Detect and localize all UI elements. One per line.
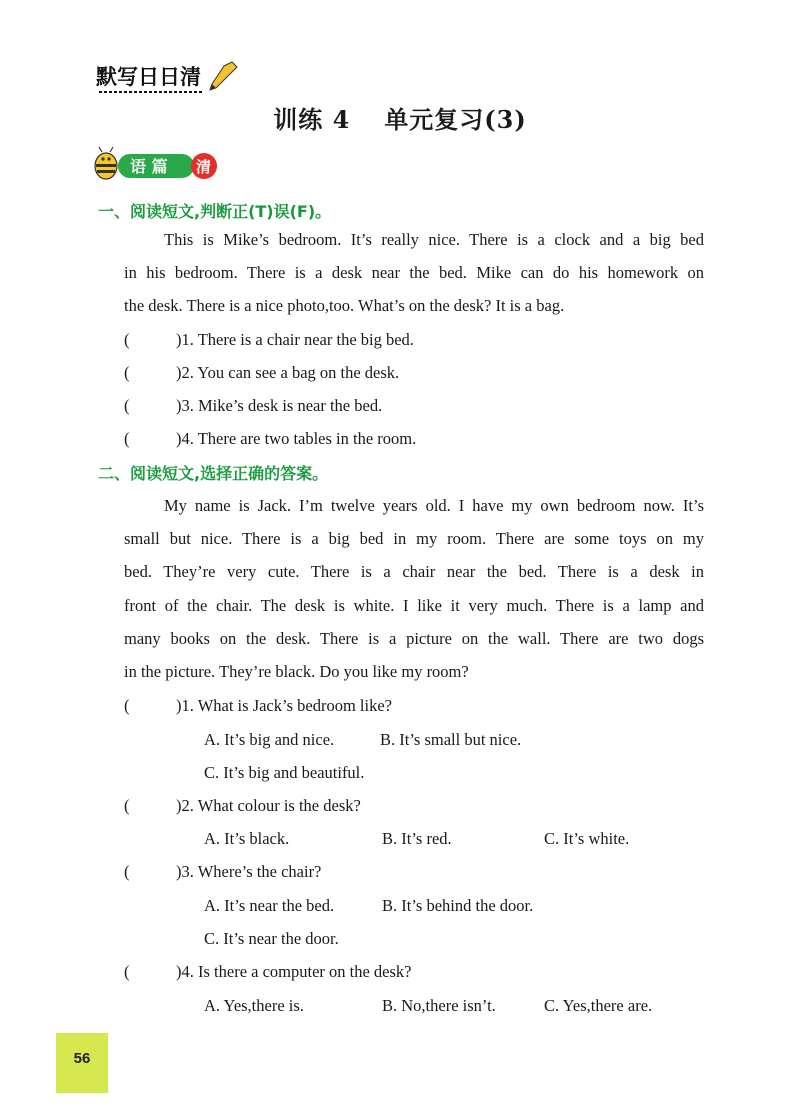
answer-blank[interactable]: ( — [124, 429, 130, 448]
logo-text: 默写日日清 — [96, 65, 201, 89]
section1-question-2: ( )2. You can see a bag on the desk. — [124, 363, 400, 382]
pen-icon — [210, 62, 237, 90]
option-a: A. It’s big and nice. — [204, 730, 335, 749]
section2-passage-line: small but nice. There is a big bed in my room. There are some toys on my — [124, 529, 704, 548]
page-number: 56 — [73, 1050, 91, 1067]
option-c: C. It’s big and beautiful. — [204, 763, 365, 782]
section1-passage-line: This is Mike’s bedroom. It’s really nice. There is a clock and a big bed — [164, 230, 704, 249]
badge-mark: 清 — [196, 158, 212, 176]
option-b: B. It’s small but nice. — [380, 730, 522, 749]
brand-logo — [94, 60, 244, 98]
section2-question-2: ( )2. What colour is the desk? — [124, 796, 361, 815]
section1-question-3: ( )3. Mike’s desk is near the bed. — [124, 396, 383, 415]
option-row — [204, 829, 629, 849]
answer-blank[interactable]: ( — [124, 696, 130, 715]
section1-passage-line: the desk. There is a nice photo,too. What’s on the desk? It is a bag. — [124, 296, 565, 315]
title-unit: 单元复习(3) — [384, 105, 527, 134]
section2-question-4: ( )4. Is there a computer on the desk? — [124, 962, 412, 981]
section1-question-1: ( )1. There is a chair near the big bed. — [124, 330, 414, 349]
section2-heading: 二、阅读短文,选择正确的答案。 — [98, 464, 329, 483]
option-c: C. It’s white. — [544, 829, 630, 848]
answer-blank[interactable]: ( — [124, 363, 130, 382]
answer-blank[interactable]: ( — [124, 796, 130, 815]
section-badge — [92, 146, 232, 184]
answer-blank[interactable]: ( — [124, 330, 130, 349]
option-row — [204, 929, 339, 949]
option-b: B. No,there isn’t. — [382, 996, 496, 1015]
section2-passage-line: in the picture. They’re black. Do you like my room? — [124, 662, 469, 681]
section2-question-3: ( )3. Where’s the chair? — [124, 862, 322, 881]
title-lesson: 训练 4 — [273, 105, 351, 134]
option-a: A. It’s near the bed. — [204, 896, 335, 915]
section2-passage-line: bed. They’re very cute. There is a chair near the bed. There is a desk in — [124, 562, 704, 581]
option-row — [204, 763, 364, 783]
answer-blank[interactable]: ( — [124, 962, 130, 981]
option-row — [204, 896, 533, 916]
option-row — [204, 996, 652, 1016]
option-row — [204, 730, 521, 750]
section2-passage-line: My name is Jack. I’m twelve years old. I have my own bedroom now. It’s — [164, 496, 704, 515]
option-b: B. It’s red. — [382, 829, 452, 848]
option-c: C. It’s near the door. — [204, 929, 339, 948]
answer-blank[interactable]: ( — [124, 862, 130, 881]
section1-heading: 一、阅读短文,判断正(T)误(F)。 — [98, 202, 332, 221]
option-b: B. It’s behind the door. — [382, 896, 534, 915]
answer-blank[interactable]: ( — [124, 396, 130, 415]
section2-question-1: ( )1. What is Jack’s bedroom like? — [124, 696, 392, 715]
page-title — [0, 100, 800, 135]
bee-mascot-icon — [95, 147, 117, 179]
option-a: A. It’s black. — [204, 829, 290, 848]
option-c: C. Yes,there are. — [544, 996, 653, 1015]
section2-passage-line: front of the chair. The desk is white. I like it very much. There is a lamp and — [124, 596, 704, 615]
option-a: A. Yes,there is. — [204, 996, 304, 1015]
section1-passage-line: in his bedroom. There is a desk near the bed. Mike can do his homework on — [124, 263, 704, 282]
section1-question-4: ( )4. There are two tables in the room. — [124, 429, 417, 448]
section2-passage-line: many books on the desk. There is a picture on the wall. There are two dogs — [124, 629, 704, 648]
badge-label: 语 篇 — [130, 157, 168, 176]
